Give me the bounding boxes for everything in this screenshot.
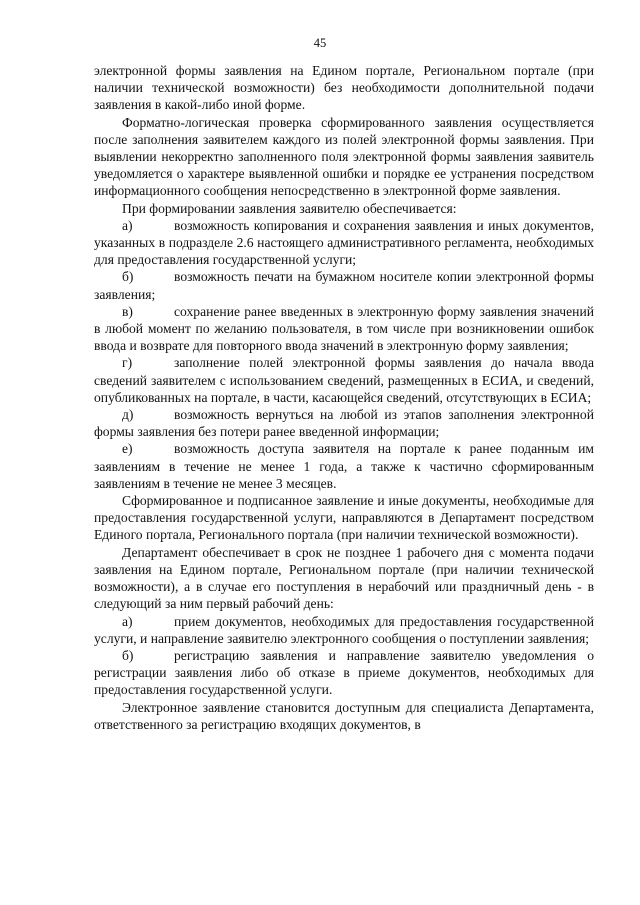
- list-item-marker: г): [122, 355, 133, 371]
- list-item: [94, 303, 594, 355]
- paragraph: Форматно-логическая проверка сформированного заявления осуществляется после заполнения заявителем каждого из полей электронной формы заявления. При выявлении некорректно заполненного поля электронной формы заявления заявитель уведомляется о характере выявленной ошибки и порядке ее устранения посредством информационного сообщения непосредственно в электронной форме заявления.: [94, 114, 594, 199]
- list-item-marker: е): [122, 441, 133, 457]
- list-item: [94, 406, 594, 440]
- list-item-marker: а): [122, 613, 133, 629]
- document-body: [94, 62, 594, 733]
- list-item: [94, 354, 594, 406]
- list-item: [94, 440, 594, 492]
- list-item-text: возможность вернуться на любой из этапов заполнения электронной формы заявления без потери ранее введенной информации;: [94, 407, 594, 440]
- list-item: [94, 217, 594, 269]
- paragraph: При формировании заявления заявителю обеспечивается:: [122, 200, 457, 216]
- list-item-text: возможность печати на бумажном носителе копии электронной формы заявления;: [94, 269, 594, 302]
- continued-paragraph: электронной формы заявления на Едином портале, Региональном портале (при наличии технической возможности) без необходимости дополнительной подачи заявления в какой-либо иной форме.: [94, 63, 594, 113]
- list-item-text: заполнение полей электронной формы заявления до начала ввода сведений заявителем с использованием сведений, размещенных в ЕСИА, и сведений, опубликованных на портале, в части, касающейся сведений, отсутствующих в ЕСИА;: [94, 355, 594, 405]
- list-item-marker: д): [122, 407, 134, 423]
- list-item: [94, 647, 594, 699]
- list-item-text: возможность доступа заявителя на портале к ранее поданным им заявлениям в течение не менее 1 года, а также к частично сформированным заявлениям в течение не менее 3 месяцев.: [94, 441, 594, 491]
- list-item: [94, 613, 594, 647]
- list-item-marker: в): [122, 303, 133, 319]
- list-item-text: сохранение ранее введенных в электронную форму заявления значений в любой момент по желанию пользователя, в том числе при возникновении ошибок ввода и возврате для повторного ввода значений в электронную форму заявления;: [94, 303, 594, 354]
- list-item-text: регистрацию заявления и направление заявителю уведомления о регистрации заявления либо об отказе в приеме документов, необходимых для предоставления государственной услуги.: [94, 647, 594, 698]
- paragraph: Электронное заявление становится доступным для специалиста Департамента, ответственного за регистрацию входящих документов, в: [94, 699, 594, 732]
- list-item-text: прием документов, необходимых для предоставления государственной услуги, и направление заявителю электронного сообщения о поступлении заявления;: [94, 613, 594, 646]
- paragraph: Департамент обеспечивает в срок не позднее 1 рабочего дня с момента подачи заявления на Едином портале, Региональном портале (при наличии технической возможности), а в случае его поступления в нерабочий или праздничный день - в следующий за ним первый рабочий день:: [94, 544, 594, 612]
- page-number: 45: [313, 36, 327, 50]
- list-item-marker: а): [122, 217, 133, 233]
- list-item-text: возможность копирования и сохранения заявления и иных документов, указанных в подразделе 2.6 настоящего административного регламента, необходимых для предоставления государственной услуги;: [94, 217, 594, 268]
- list-item-marker: б): [122, 269, 134, 285]
- list-item-marker: б): [122, 647, 134, 663]
- paragraph: Сформированное и подписанное заявление и иные документы, необходимые для предоставления государственной услуги, направляются в Департамент посредством Единого портала, Регионального портала (при наличии технической возможности).: [94, 493, 594, 543]
- list-item: [94, 268, 594, 302]
